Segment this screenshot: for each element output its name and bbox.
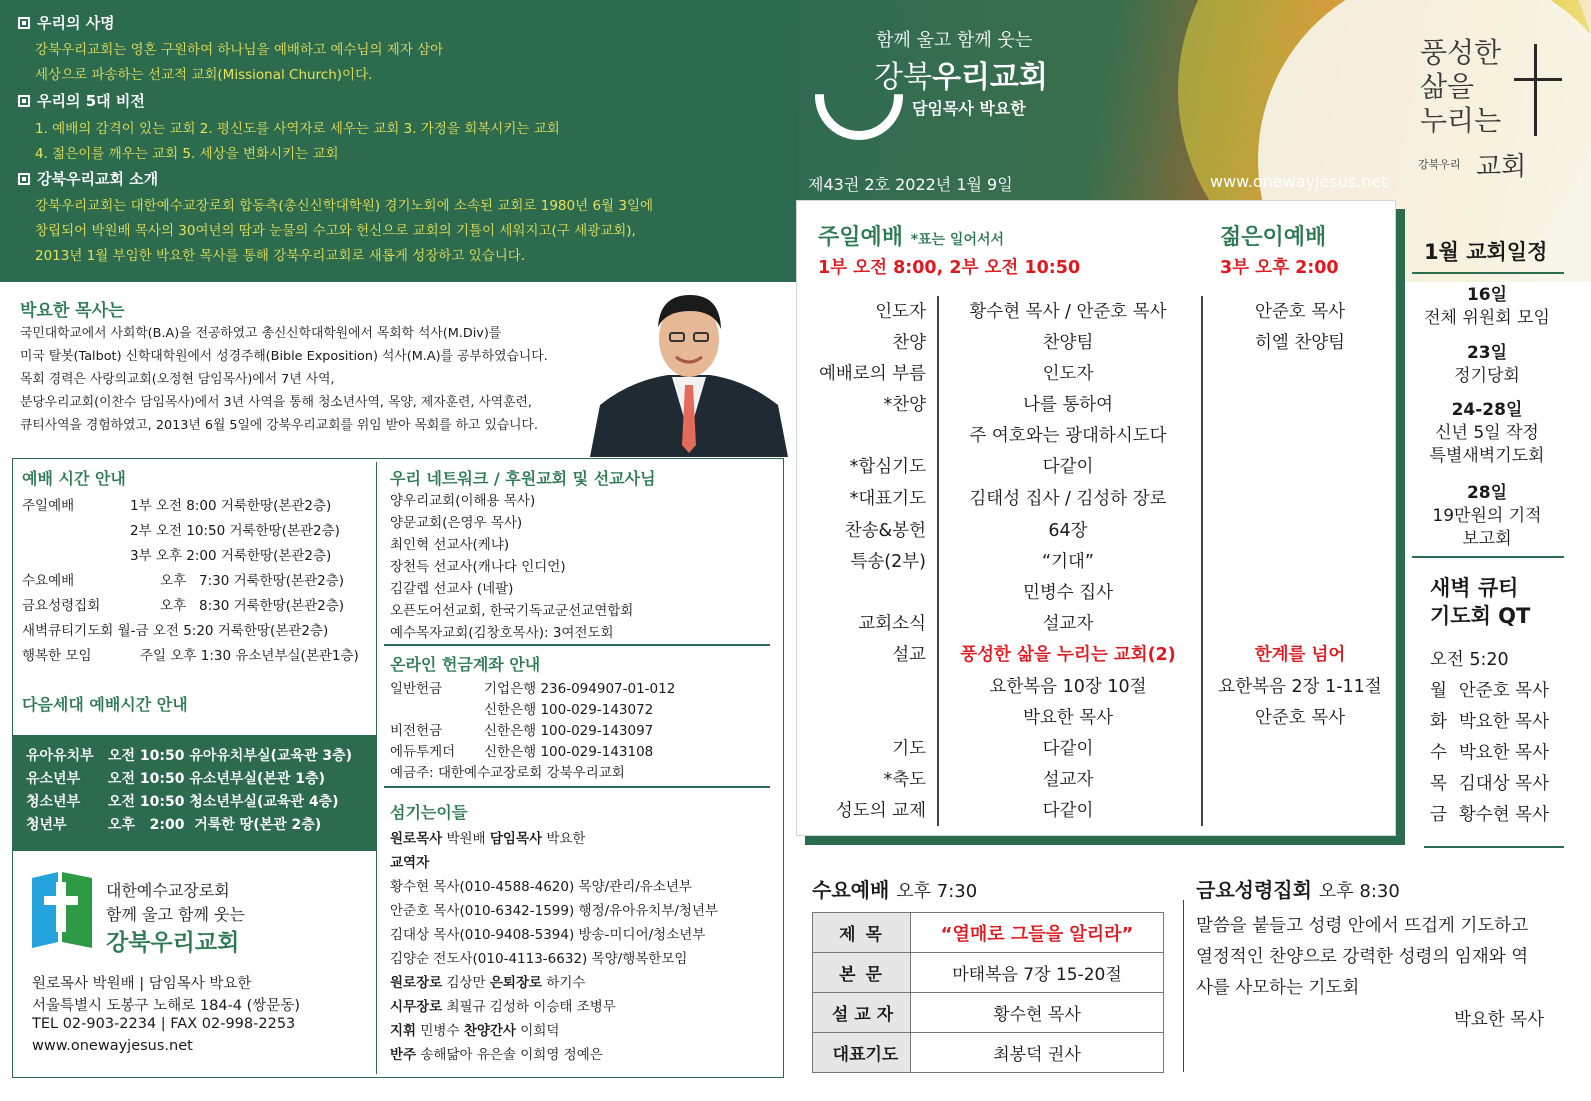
pastor-bio-line: 국민대학교에서 사회학(B.A)을 전공하였고 총신신학대학원에서 목회학 석사(M.Div)를 [20, 326, 502, 341]
calendar-divider [1424, 846, 1564, 848]
calendar-desc: 정기당회 [1454, 366, 1520, 386]
offering-title: 온라인 헌금계좌 안내 [390, 655, 541, 674]
wednesday-table [812, 912, 1164, 1073]
order-value: 주 여호와는 광대하시도다 [969, 426, 1167, 446]
slogan-small: 강북우리 [1418, 158, 1461, 171]
calendar-date: 24-28일 [1451, 400, 1523, 420]
order-value: 인도자 [1042, 364, 1094, 384]
order-value: 설교자 [1042, 614, 1094, 634]
calendar-date: 28일 [1466, 483, 1508, 503]
calendar-desc: 전체 위원회 모임 [1424, 308, 1550, 328]
wednesday-title: 수요예배 오후 7:30 [812, 878, 978, 902]
staff-elders: 원로장로 김상만 은퇴장로 하기수 [390, 975, 586, 991]
young-sermon-text: 요한복음 2장 1-11절 [1218, 677, 1382, 697]
website-link[interactable]: www.onewayjesus.net [1210, 172, 1388, 191]
young-sermon-title: 한계를 넘어 [1254, 645, 1346, 665]
qt-row: 금 황수현 목사 [1430, 805, 1549, 825]
network-item: 양우리교회(이해용 목사) [390, 493, 536, 509]
column-divider [376, 462, 377, 1074]
order-value: 다같이 [1042, 457, 1094, 477]
vision-heading-text: 우리의 5대 비전 [37, 92, 145, 110]
young-order-value: 히엘 찬양팀 [1254, 333, 1346, 353]
sermon-preacher: 박요한 목사 [1022, 708, 1114, 728]
intro-heading-text: 강북우리교회 소개 [37, 170, 159, 188]
order-label: 인도자 [875, 302, 926, 322]
calendar-desc: 신년 5일 작정 특별새벽기도회 [1429, 423, 1545, 466]
order-value: 다같이 [1042, 739, 1094, 759]
staff-minister: 안준호 목사(010-6342-1599) 행정/유아유치부/청년부 [390, 903, 719, 919]
church-name-bold: 우리교회 [931, 60, 1048, 95]
footer-phone: TEL 02-903-2234 | FAX 02-998-2253 [32, 1016, 296, 1032]
order-label: 특송(2부) [850, 552, 926, 572]
next-gen-row: 유아유치부 오전 10:50 유아유치부실(교육관 3층) [26, 748, 353, 764]
qt-title: 새벽 큐티 [1430, 576, 1519, 600]
slogan-line: 누리는 [1420, 104, 1502, 137]
footer-denomination: 대한예수교장로회 [106, 881, 230, 900]
intro-line: 2013년 1월 부임한 박요한 목사를 통해 강북우리교회로 새롭게 성장하고 있습니다. [35, 248, 526, 264]
vision-line: 4. 젊은이를 깨우는 교회 5. 세상을 변화시키는 교회 [35, 146, 339, 162]
next-gen-title: 다음세대 예배시간 안내 [22, 695, 188, 714]
order-divider [1201, 296, 1203, 826]
square-bullet-icon [18, 173, 30, 185]
pastor-bio-title: 박요한 목사는 [20, 301, 125, 321]
order-value: “기대” [1042, 552, 1094, 572]
staff-minister: 김대상 목사(010-9408-5394) 방송-미디어/청소년부 [390, 927, 706, 943]
schedule-row: 금요성령집회 오후 8:30 거룩한땅(본관2층) [22, 598, 345, 614]
friday-title: 금요성령집회 오후 8:30 [1196, 878, 1400, 902]
intro-line: 강북우리교회는 대한예수교장로회 합동측(총신신학대학원) 경기노회에 소속된 교회로 1980년 6월 3일에 [35, 198, 654, 214]
offering-row: 에듀투게더 신한은행 100-029-143108 [390, 744, 654, 760]
order-value: 황수현 목사 / 안준호 목사 [969, 302, 1167, 322]
section-divider [384, 786, 770, 788]
section-divider [384, 644, 770, 646]
schedule-row: 새벽큐티기도회 월-금 오전 5:20 거룩한땅(본관2층) [22, 623, 329, 639]
schedule-row: 수요예배 오후 7:30 거룩한땅(본관2층) [22, 573, 345, 589]
network-title: 우리 네트워크 / 후원교회 및 선교사님 [390, 469, 656, 488]
order-label: 교회소식 [858, 614, 926, 634]
pastor-bio-line: 큐티사역을 경험하였고, 2013년 6월 5일에 강북우리교회를 위임 받아 목회를 하고 있습니다. [20, 418, 538, 433]
young-sermon-preacher: 안준호 목사 [1254, 708, 1346, 728]
order-value: 나를 통하여 [1022, 395, 1114, 415]
qt-row: 월 안준호 목사 [1430, 681, 1549, 701]
schedule-row: 주일예배 1부 오전 8:00 거룩한땅(본관2층) [22, 498, 332, 514]
sermon-title: 풍성한 삶을 누리는 교회(2) [960, 645, 1176, 665]
offering-row: 일반헌금 기업은행 236-094907-01-012 [390, 681, 676, 697]
friday-desc: 열정적인 찬양으로 강력한 성령의 임재와 역 [1196, 947, 1529, 967]
network-item: 양문교회(은영우 목사) [390, 515, 523, 531]
order-label: *찬양 [883, 395, 926, 415]
sermon-text: 요한복음 10장 10절 [989, 677, 1147, 697]
staff-accompanist: 반주 송해닮아 유은솔 이희영 정예은 [390, 1047, 603, 1063]
young-worship-time: 3부 오후 2:00 [1220, 258, 1339, 278]
masthead-pastor: 담임목사 박요한 [912, 99, 1026, 118]
footer-web[interactable]: www.onewayjesus.net [32, 1038, 193, 1054]
sunday-title: 주일예배 *표는 일어서서 [818, 225, 1005, 250]
offering-holder: 예금주: 대한예수교장로회 강북우리교회 [390, 765, 625, 781]
order-label: 찬송&봉헌 [844, 521, 926, 541]
qt-row: 수 박요한 목사 [1430, 743, 1549, 763]
calendar-date: 23일 [1466, 343, 1508, 363]
order-label: *합심기도 [849, 457, 926, 477]
table-row: 제목 “열매로 그들을 알리라” [813, 913, 1164, 953]
vision-line: 1. 예배의 감격이 있는 교회 2. 평신도를 사역자로 세우는 교회 3. 가정을 회복시키는 교회 [35, 121, 560, 137]
pastor-bio-line: 목회 경력은 사랑의교회(오정현 담임목사)에서 7년 사역, [20, 372, 335, 387]
footer-pastors: 원로목사 박원배 | 담임목사 박요한 [32, 976, 252, 992]
schedule-title: 예배 시간 안내 [22, 469, 126, 488]
church-name-prefix: 강북 [874, 60, 932, 95]
order-label: 설교 [892, 645, 926, 665]
calendar-desc: 19만원의 기적 보고회 [1432, 506, 1542, 549]
young-order-value: 안준호 목사 [1254, 302, 1346, 322]
network-item: 김갈렙 선교사 (네팔) [390, 581, 514, 597]
denomination-logo-icon [32, 872, 92, 948]
mission-heading-text: 우리의 사명 [37, 14, 115, 32]
network-item: 예수목자교회(김창호목사): 3여전도회 [390, 625, 614, 641]
staff-minister: 황수현 목사(010-4588-4620) 목양/관리/유소년부 [390, 879, 692, 895]
friday-time: 오후 8:30 [1318, 881, 1400, 902]
mission-line: 강북우리교회는 영혼 구원하여 하나님을 예배하고 예수님의 제자 삼아 [35, 42, 444, 58]
friday-desc: 사를 사모하는 기도회 [1196, 978, 1360, 998]
pastor-bio-line: 분당우리교회(이찬수 담임목사)에서 3년 사역을 통해 청소년사역, 목양, 제자훈련, 사역훈련, [20, 395, 532, 410]
qt-time: 오전 5:20 [1430, 650, 1509, 670]
intro-heading [18, 168, 158, 189]
next-gen-row: 청소년부 오전 10:50 청소년부실(교육관 4층) [26, 794, 339, 810]
staff-choir: 지휘 민병수 찬양간사 이희덕 [390, 1023, 560, 1039]
slogan-church: 교회 [1476, 152, 1527, 182]
masthead-tagline: 함께 울고 함께 웃는 [876, 30, 1033, 51]
order-value: 민병수 집사 [1022, 583, 1114, 603]
calendar-date: 16일 [1466, 285, 1508, 305]
offering-row: 비전헌금 신한은행 100-029-143097 [390, 723, 654, 739]
qt-row: 목 김대상 목사 [1430, 774, 1549, 794]
order-value: 64장 [1048, 521, 1088, 541]
network-item: 최인혁 선교사(케냐) [390, 537, 510, 553]
order-label: 성도의 교제 [835, 801, 926, 821]
staff-elders: 시무장로 최필규 김성하 이승태 조병무 [390, 999, 616, 1015]
cross-icon [1534, 44, 1537, 136]
table-row: 대표기도 최봉덕 권사 [813, 1033, 1164, 1073]
intro-line: 창립되어 박원배 목사의 30여년의 땀과 눈물의 수고와 헌신으로 교회의 기틀이 세워지고(구 세광교회), [35, 223, 636, 239]
sunday-times: 1부 오전 8:00, 2부 오전 10:50 [818, 258, 1081, 278]
slogan [1420, 36, 1501, 138]
table-row: 설교자 황수현 목사 [813, 993, 1164, 1033]
qt-title: 기도회 QT [1430, 604, 1531, 628]
staff-head: 원로목사 박원배 담임목사 박요한 [390, 831, 586, 847]
footer-tagline: 함께 울고 함께 웃는 [106, 905, 245, 924]
calendar-divider [1412, 556, 1564, 558]
square-bullet-icon [18, 95, 30, 107]
schedule-row: 3부 오후 2:00 거룩한땅(본관2층) [130, 548, 332, 564]
square-bullet-icon [18, 17, 30, 29]
wednesday-time: 오후 7:30 [896, 881, 978, 902]
friday-desc: 말씀을 붙들고 성령 안에서 뜨겁게 기도하고 [1196, 916, 1529, 936]
order-value: 찬양팀 [1042, 333, 1094, 353]
order-value: 김태성 집사 / 김성하 장로 [969, 489, 1167, 509]
issue-info: 제43권 2호 2022년 1월 9일 [808, 175, 1013, 194]
cross-icon [1514, 78, 1562, 81]
friday-signature: 박요한 목사 [1454, 1010, 1545, 1030]
qt-row: 화 박요한 목사 [1430, 712, 1549, 732]
offering-row: 신한은행 100-029-143072 [484, 702, 654, 718]
pastor-photo [590, 285, 788, 457]
order-label: *대표기도 [849, 489, 926, 509]
schedule-row: 행복한 모임 주일 오후 1:30 유소년부실(본관1층) [22, 648, 359, 664]
footer-address: 서울특별시 도봉구 노해로 184-4 (쌍문동) [32, 998, 300, 1014]
calendar-title: 1월 교회일정 [1424, 240, 1548, 264]
schedule-row: 2부 오전 10:50 거룩한땅(본관2층) [130, 523, 340, 539]
staff-section: 교역자 [390, 855, 430, 871]
order-value: 설교자 [1042, 770, 1094, 790]
intro-band [0, 0, 798, 282]
network-item: 장천득 선교사(캐나다 인디언) [390, 559, 566, 575]
order-value: 다같이 [1042, 801, 1094, 821]
vision-heading [18, 90, 145, 111]
masthead-church-name [874, 52, 1048, 96]
slogan-line: 풍성한 [1420, 36, 1502, 69]
order-label: *축도 [883, 770, 926, 790]
young-worship-title: 젊은이예배 [1220, 225, 1327, 250]
mission-heading [18, 12, 115, 33]
next-gen-row: 유소년부 오전 10:50 유소년부실(본관 1층) [26, 771, 325, 787]
staff-minister: 김양순 전도사(010-4113-6632) 목양/행복한모임 [390, 951, 688, 967]
mission-line: 세상으로 파송하는 선교적 교회(Missional Church)이다. [35, 67, 373, 83]
footer-church-name: 강북우리교회 [106, 930, 240, 956]
staff-title: 섬기는이들 [390, 803, 468, 822]
order-label: 찬양 [892, 333, 926, 353]
next-gen-row: 청년부 오후 2:00 거룩한 땅(본관 2층) [26, 817, 322, 833]
order-label: 기도 [892, 739, 926, 759]
calendar-divider [1412, 272, 1564, 274]
next-gen-panel [12, 735, 376, 851]
sunday-note: *표는 일어서서 [910, 232, 1005, 248]
column-divider [1183, 900, 1184, 1072]
pastor-bio-line: 미국 탈봇(Talbot) 신학대학원에서 성경주해(Bible Exposition) 석사(M.A)를 공부하였습니다. [20, 349, 548, 364]
order-label: 예배로의 부름 [819, 364, 926, 384]
table-row: 본문 마태복음 7장 15-20절 [813, 953, 1164, 993]
slogan-line: 삶을 [1420, 70, 1475, 103]
network-item: 오픈도어선교회, 한국기독교군선교연합회 [390, 603, 634, 619]
